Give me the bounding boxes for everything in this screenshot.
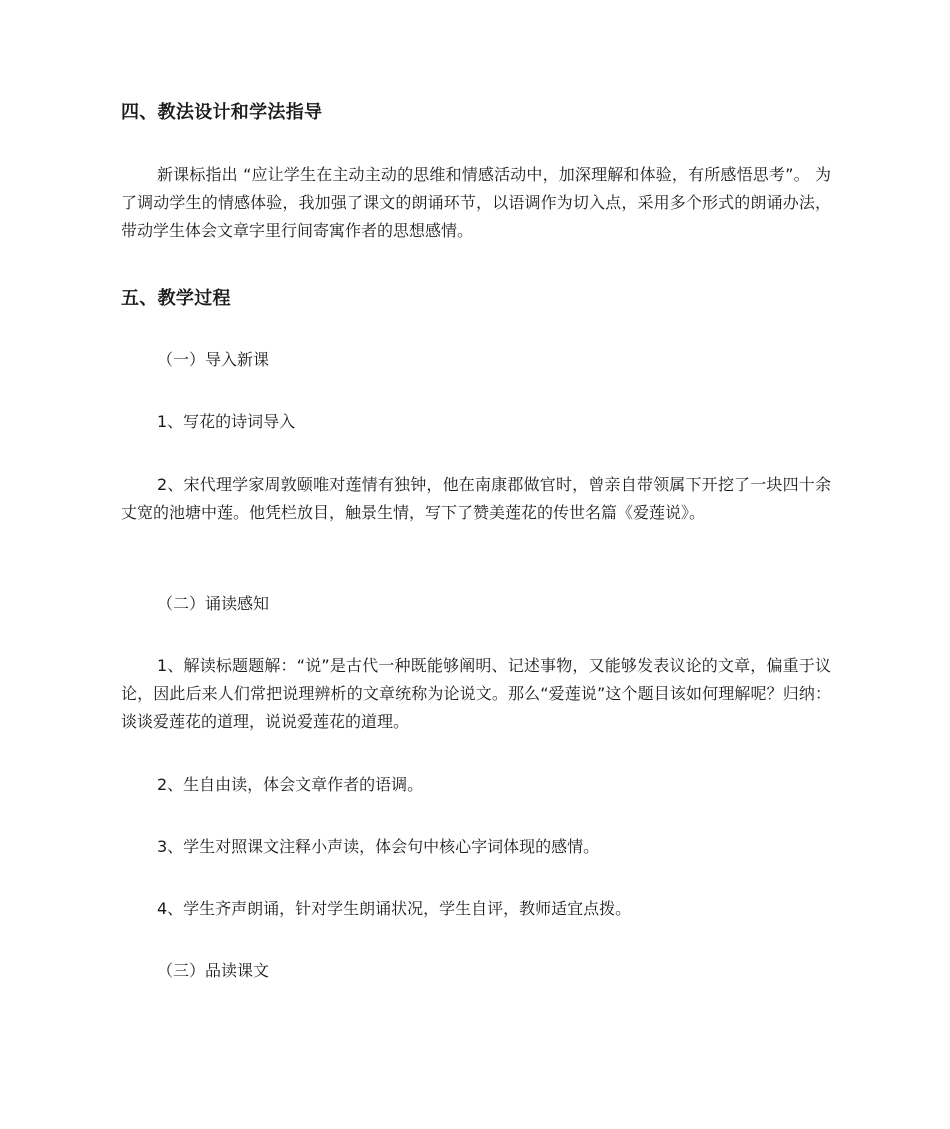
paragraph-title-interpretation: 1、解读标题题解：“说”是古代一种既能够阐明、记述事物，又能够发表议论的文章，偏重于议论，因此后来人们常把说理辨析的文章统称为论说文。那么“爱莲说”这个题目该如何理解呢？归纳：谈谈爱莲花的道理，说说爱莲花的道理。 <box>121 656 831 731</box>
list-item-group-recitation: 4、学生齐声朗诵，针对学生朗诵状况，学生自评，教师适宜点拨。 <box>157 899 632 918</box>
subheading-introduction: （一）导入新课 <box>157 350 270 369</box>
list-item-free-reading: 2、生自由读，体会文章作者的语调。 <box>157 775 424 794</box>
section-heading-teaching-method: 四、教法设计和学法指导 <box>121 102 323 123</box>
subheading-reading-perception: （二）诵读感知 <box>157 594 270 613</box>
list-item-poem-intro: 1、写花的诗词导入 <box>157 412 296 431</box>
paragraph-teaching-method: 新课标指出 “应让学生在主动主动的思维和情感活动中，加深理解和体验，有所感悟思考”。 为了调动学生的情感体验，我加强了课文的朗诵环节，以语调作为切入点，采用多个形式的朗诵办法，带动学生体会文章字里行间寄寓作者的思想感情。 <box>121 165 831 240</box>
section-heading-teaching-process: 五、教学过程 <box>121 288 231 309</box>
paragraph-zhou-dunyi: 2、宋代理学家周敦颐唯对莲情有独钟，他在南康郡做官时，曾亲自带领属下开挖了一块四十余丈宽的池塘中莲。他凭栏放目，触景生情，写下了赞美莲花的传世名篇《爱莲说》。 <box>121 475 831 522</box>
list-item-annotated-reading: 3、学生对照课文注释小声读，体会句中核心字词体现的感情。 <box>157 837 600 856</box>
subheading-text-appreciation: （三）品读课文 <box>157 961 270 980</box>
